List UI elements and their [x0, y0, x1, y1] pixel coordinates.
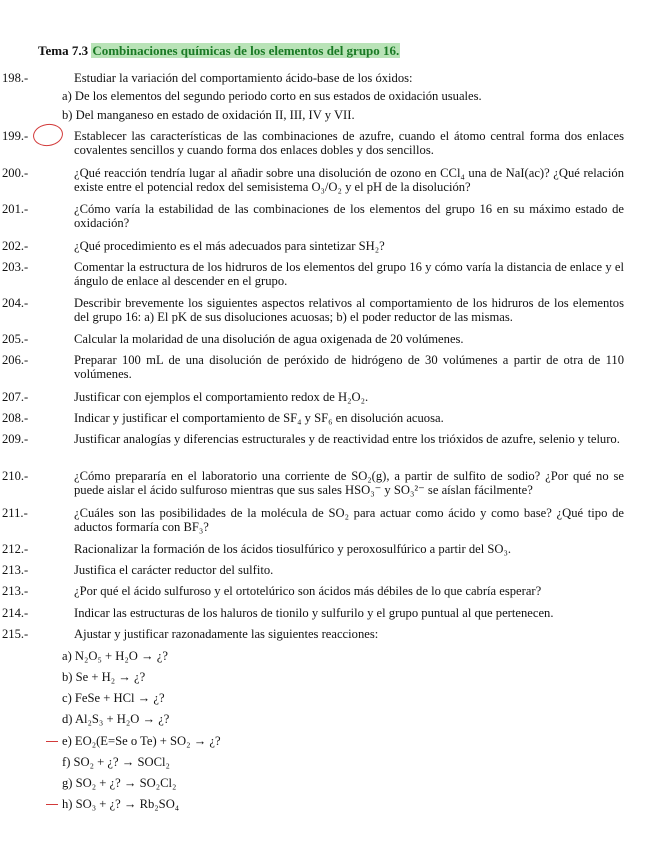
question-text: Justifica el carácter reductor del sulfito.: [74, 563, 274, 577]
question-215: [2, 627, 624, 641]
question-text: ¿Cuáles son las posibilidades de la molécula de SO₂ para actuar como ácido y como base? ¿Qué tipo de aductos formaría con BF₃?: [74, 506, 624, 534]
question-number: 204.-: [2, 296, 29, 310]
reaction-e: e) EO₂(E=Se o Te) + SO₂ → ¿?: [62, 734, 221, 748]
question-210: [2, 469, 624, 497]
reaction-d: d) Al₂S₃ + H₂O → ¿?: [62, 712, 170, 726]
question-198: [2, 71, 624, 85]
question-text: Calcular la molaridad de una disolución de agua oxigenada de 20 volúmenes.: [74, 332, 464, 346]
question-number: 213.-: [2, 563, 29, 577]
question-number: 208.-: [2, 411, 29, 425]
question-text: Ajustar y justificar razonadamente las siguientes reacciones:: [74, 627, 379, 641]
reaction-g: g) SO₂ + ¿? → SO₂Cl₂: [62, 776, 177, 790]
question-number: 201.-: [2, 202, 29, 216]
question-text: ¿Cómo varía la estabilidad de las combinaciones de los elementos del grupo 16 en su máximo estado de oxidación?: [74, 202, 624, 230]
question-number: 209.-: [2, 432, 29, 446]
sub-item-198a: a) De los elementos del segundo periodo corto en sus estados de oxidación usuales.: [62, 89, 482, 103]
red-dash-annotation: [46, 741, 58, 742]
question-text: Indicar y justificar el comportamiento de SF₄ y SF₆ en disolución acuosa.: [74, 411, 444, 425]
question-number: 213.-: [2, 584, 29, 598]
question-213b: [2, 584, 624, 598]
question-number: 212.-: [2, 542, 29, 556]
question-212: [2, 542, 624, 556]
question-text: Indicar las estructuras de los haluros de tionilo y sulfurilo y el grupo puntual al que pertenecen.: [74, 606, 554, 620]
question-201: [2, 202, 624, 230]
question-number: 210.-: [2, 469, 29, 483]
question-209: [2, 432, 624, 446]
question-211: [2, 506, 624, 534]
question-number: 211.-: [2, 506, 28, 520]
title-highlight: Combinaciones químicas de los elementos del grupo 16.: [92, 43, 400, 58]
question-213a: [2, 563, 624, 577]
question-number: 205.-: [2, 332, 29, 346]
reaction-c: c) FeSe + HCl → ¿?: [62, 691, 165, 705]
question-199: [2, 129, 624, 157]
question-214: [2, 606, 624, 620]
question-text: Comentar la estructura de los hidruros de los elementos del grupo 16 y cómo varía la distancia de enlace y el ángulo de enlace al descender en el grupo.: [74, 260, 624, 288]
question-text: Describir brevemente los siguientes aspectos relativos al comportamiento de los hidruros de los elementos del grupo 16: a) El pK de sus disoluciones acuosas; b) el poder reductor de las mismas.: [74, 296, 624, 324]
question-text: ¿Cómo prepararía en el laboratorio una corriente de SO₂(g), a partir de sulfito de sodio? ¿Por qué no se puede aislar el ácido sulfuroso mientras que sus sales HSO₃⁻ y SO₃²⁻ se aíslan fácilmente?: [74, 469, 624, 497]
question-200: [2, 166, 624, 194]
question-204: [2, 296, 624, 324]
question-number: 206.-: [2, 353, 29, 367]
question-number: 202.-: [2, 239, 29, 253]
sub-item-198b: b) Del manganeso en estado de oxidación II, III, IV y VII.: [62, 108, 355, 122]
question-text: Preparar 100 mL de una disolución de peróxido de hidrógeno de 30 volúmenes a partir de otra de 110 volúmenes.: [74, 353, 624, 381]
red-dash-annotation: [46, 804, 58, 805]
question-number: 200.-: [2, 166, 29, 180]
question-text: Justificar analogías y diferencias estructurales y de reactividad entre los trióxidos de azufre, selenio y teluro.: [74, 432, 620, 446]
question-number: 207.-: [2, 390, 29, 404]
question-number: 215.-: [2, 627, 29, 641]
question-text: ¿Por qué el ácido sulfuroso y el ortotelúrico son ácidos más débiles de lo que cabría esperar?: [74, 584, 542, 598]
page-title: [38, 44, 400, 58]
question-text: ¿Qué reacción tendría lugar al añadir sobre una disolución de ozono en CCl₄ una de NaI(ac)? ¿Qué relación existe entre el potencial redox del semisistema O₃/O₂ y el pH de la disolución?: [74, 166, 624, 194]
question-number: 198.-: [2, 71, 29, 85]
question-208: [2, 411, 624, 425]
question-text: Estudiar la variación del comportamiento ácido-base de los óxidos:: [74, 71, 413, 85]
question-202: [2, 239, 624, 253]
question-205: [2, 332, 624, 346]
reaction-b: b) Se + H₂ → ¿?: [62, 670, 146, 684]
question-number: 203.-: [2, 260, 29, 274]
question-text: ¿Qué procedimiento es el más adecuados para sintetizar SH₂?: [74, 239, 385, 253]
reaction-h: h) SO₃ + ¿? → Rb₂SO₄: [62, 797, 180, 811]
question-number: 199.-: [2, 129, 29, 143]
question-number: 214.-: [2, 606, 29, 620]
reaction-f: f) SO₂ + ¿? → SOCl₂: [62, 755, 170, 769]
question-203: [2, 260, 624, 288]
question-207: [2, 390, 624, 404]
question-text: Establecer las características de las combinaciones de azufre, cuando el átomo central forma dos enlaces covalentes sencillos y cuando forma dos enlaces dobles y dos sencillos.: [74, 129, 624, 157]
reaction-a: a) N₂O₅ + H₂O → ¿?: [62, 649, 168, 663]
title-prefix: Tema 7.3: [38, 43, 89, 58]
question-text: Racionalizar la formación de los ácidos tiosulfúrico y peroxosulfúrico a partir del SO₃.: [74, 542, 511, 556]
question-text: Justificar con ejemplos el comportamiento redox de H₂O₂.: [74, 390, 369, 404]
question-206: [2, 353, 624, 381]
